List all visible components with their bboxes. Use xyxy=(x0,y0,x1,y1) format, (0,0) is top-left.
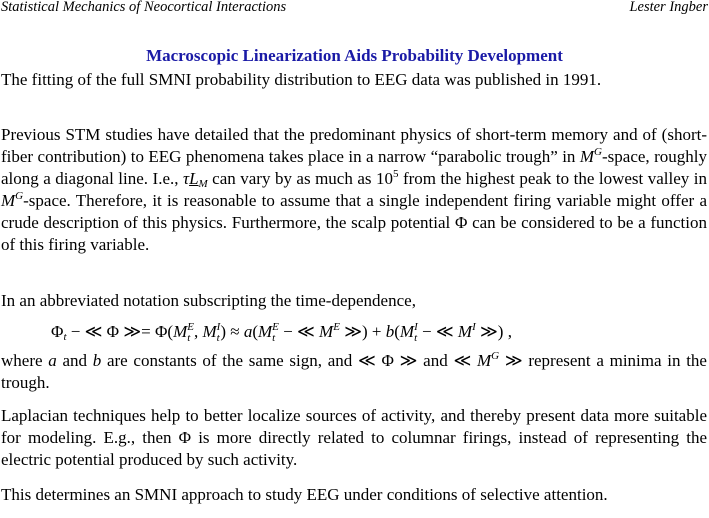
paragraph-1: The fitting of the full SMNI probability distribution to EEG data was published in 1991. xyxy=(1,70,602,89)
paragraph-2: Previous STM studies have detailed that the predominant physics of short-term memory and of (short-fiber contribution) to EEG phenomena takes place in a narrow “parabolic trough” in $M^G$-space, roughly along a diagonal line. I.e., $\tau L_M$ can vary by as much as $10^5$ from the highest peak to the lowest valley in $M^G$-space. Therefore, it is reasonable to assume that a single independent firing variable might offer a crude description of this physics. Furthermore, the scalp potential Φ can be considered to be a function of this firing variable. xyxy=(1,125,707,254)
section-title: Macroscopic Linearization Aids Probability Development xyxy=(146,46,563,65)
header-author: Lester Ingber xyxy=(629,0,708,15)
header-paper-title: Statistical Mechanics of Neocortical Interactions xyxy=(1,0,287,15)
paragraph-6: This determines an SMNI approach to study EEG under conditions of selective attention. xyxy=(1,485,608,504)
paragraph-4: where a and b are constants of the same sign, and ≪ Φ ≫ and ≪ $M^G$ ≫ represent a minima in the trough. xyxy=(1,350,707,392)
running-header xyxy=(0,0,709,16)
paragraph-5: Laplacian techniques help to better localize sources of activity, and thereby present data more suitable for modeling. E.g., then Φ is more directly related to columnar firings, instead of representing the electric potential produced by such activity. xyxy=(1,406,707,469)
equation: $\Phi_t$ − ≪ Φ ≫= Φ(M E t , M I t ) ≈ a(M E t − ≪ $M^E$ ≫) + b(M I t − ≪ $M^I$ ≫) , xyxy=(51,321,512,345)
paragraph-3: In an abbreviated notation subscripting the time-dependence, xyxy=(1,291,416,310)
